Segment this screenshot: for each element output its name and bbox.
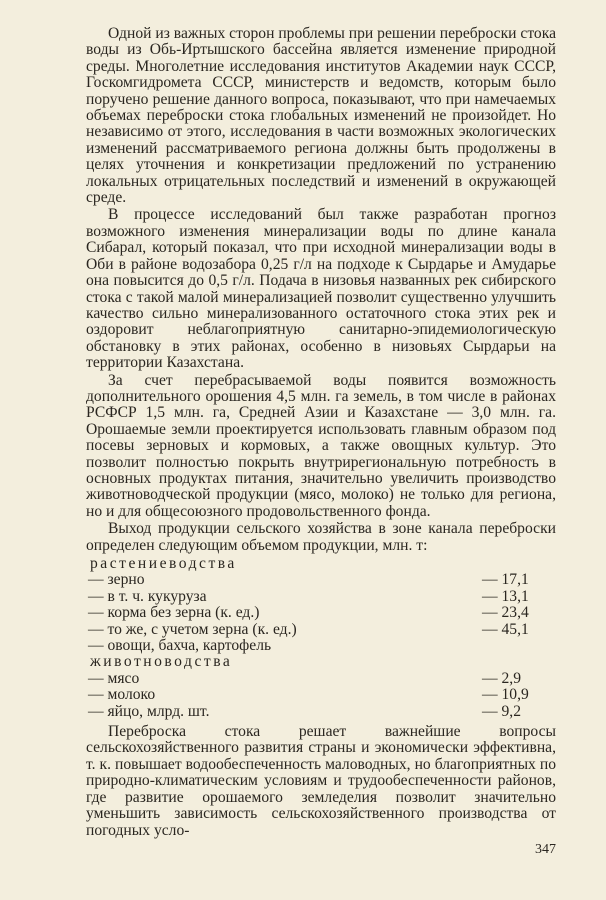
list-item-label: — мясо <box>88 669 140 687</box>
list-item <box>86 704 556 720</box>
list-item <box>86 589 556 605</box>
list-item-label: — молоко <box>88 686 156 704</box>
list-item <box>86 605 556 621</box>
production-list <box>86 556 556 720</box>
paragraph-irrigation: За счет перебрасываемой воды появится возможность дополнительного орошения 4,5 млн. га земель, в том числе в районах РСФСР 1,5 млн. га, Средней Азии и Казахстане — 3,0 млн. га. Орошаемые земли проектируется использовать главным образом под посевы зерновых и кормовых, а также овощных культур. Это позволит полностью покрыть внутрирегиональную потребность в основных продуктах питания, значительно увеличить производство животноводческой продукции (мясо, молоко) не только для региона, но и для общесоюзного продовольственного фонда. <box>86 371 556 520</box>
list-item-value: — 9,2 <box>482 702 521 720</box>
list-item-value: — 17,1 <box>482 571 529 589</box>
list-item-value: — 2,9 <box>482 669 521 687</box>
list-item <box>86 572 556 588</box>
list-item-value: — 13,1 <box>482 587 529 605</box>
list-item-label: — то же, с учетом зерна (к. ед.) <box>88 620 297 638</box>
paragraph-output-intro: Выход продукции сельского хозяйства в зоне канала переброски определен следующим объемом продукции, млн. т: <box>86 520 556 554</box>
list-item-label: — в т. ч. кукуруза <box>88 587 207 605</box>
list-item-value: — 23,4 <box>482 604 529 622</box>
list-item-label: — корма без зерна (к. ед.) <box>88 604 260 622</box>
list-item <box>86 687 556 703</box>
list-item <box>86 671 556 687</box>
list-item-label: — зерно <box>88 571 145 589</box>
list-item-label: — овощи, бахча, картофель <box>88 637 272 655</box>
paragraph-environment: Одной из важных сторон проблемы при решении переброски стока воды из Обь-Иртышского бассейна является изменение природной среды. Многолетние исследования институтов Академии наук СССР, Госкомгидромета СССР, министерств и ведомств, которым было поручено решение данного вопроса, показывают, что при намечаемых объемах переброски стока глобальных изменений не произойдет. Но независимо от этого, исследования в части возможных экологических изменений рассматриваемого региона должны быть продолжены в целях уточнения и конкретизации предложений по устранению локальных отрицательных последствий и изменений в окружающей среде. <box>86 25 556 207</box>
paragraph-closing: Переброска стока решает важнейшие вопросы сельскохозяйственного развития страны и экономически эффективна, т. к. повышает водообеспеченность маловодных, но благоприятных по природно-климатическим условиям и трудообеспеченности районов, где развитие орошаемого земледелия позволит значительно уменьшить зависимость сельскохозяйственного производства от погодных усло- <box>86 723 556 839</box>
list-item-label: — яйцо, млрд. шт. <box>88 702 210 720</box>
list-heading-livestock: животноводства <box>90 653 233 671</box>
list-item <box>86 622 556 638</box>
paragraph-mineralization: В процессе исследований был также разработан прогноз возможного изменения минерализации воды по длине канала Сибарал, который показал, что при исходной минерализации воды в Оби в районе водозабора 0,25 г/л на подходе к Сырдарье и Амударье она повысится до 0,5 г/л. Подача в низовья названных рек сибирского стока с такой малой минерализацией позволит существенно улучшить качество сильно минерализованного остаточного стока этих рек и оздоровит неблагоприятную санитарно-эпидемиологическую обстановку в этих районах, особенно в низовьях Сырдарьи на территории Казахстана. <box>86 206 556 372</box>
list-item-value: — 10,9 <box>482 686 529 704</box>
list-heading-crops: растениеводства <box>90 555 237 572</box>
page-number: 347 <box>535 842 556 857</box>
list-item <box>86 638 556 654</box>
list-item-value: — 45,1 <box>482 620 529 638</box>
